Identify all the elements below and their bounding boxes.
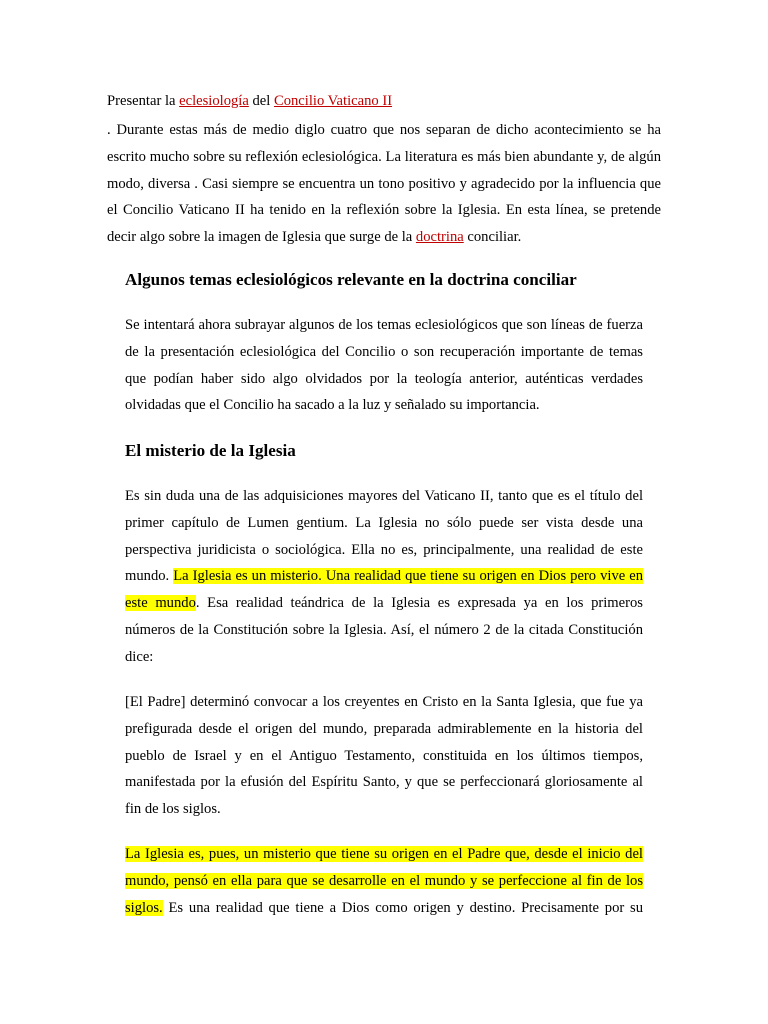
paragraph-misterio (125, 483, 643, 671)
highlight-misterio: La Iglesia es un misterio. Una realidad que tiene su origen en Dios pero vive en este mundo (125, 568, 643, 612)
misterio-text-after: . Esa realidad teándrica de la Iglesia es expresada ya en los primeros números de la Constitución sobre la Iglesia. Así, el número 2 de la citada Constitución dice: (125, 595, 643, 665)
highlight-conclusion: La Iglesia es, pues, un misterio que tiene su origen en el Padre que, desde el inicio del mundo, pensó en ella para que se desarrolle en el mundo y se perfeccione al fin de los siglos. (125, 846, 643, 916)
intro-paragraph (107, 117, 661, 251)
intro-body-end: conciliar. (463, 229, 522, 246)
intro-body-text: . Durante estas más de medio diglo cuatro que nos separan de dicho acontecimiento se ha escrito mucho sobre su reflexión eclesiológica. La literatura es más bien abundante y, de algún modo, diversa . Casi siempre se encuentra un tono positivo y agradecido por la influencia que el Concilio Vaticano II ha tenido en la reflexión sobre la Iglesia. En esta línea, se pretende decir algo sobre la imagen de Iglesia que surge de la (107, 122, 661, 246)
link-doctrina[interactable]: doctrina (415, 229, 464, 246)
misterio-text-before: Es sin duda una de las adquisiciones mayores del Vaticano II, tanto que es el título del primer capítulo de Lumen gentium. La Iglesia no sólo puede ser vista desde una perspectiva juridicista o sociológica. Ella no es, principalmente, una realidad de este mundo. (125, 488, 643, 585)
conclusion-text-after: Es una realidad que tiene a Dios como origen y destino. Precisamente por su (162, 899, 643, 916)
section-heading-temas: Algunos temas eclesiológicos relevante en la doctrina conciliar (125, 270, 577, 289)
quote-paragraph: [El Padre] determinó convocar a los creyentes en Cristo en la Santa Iglesia, que fue ya prefigurada desde el origen del mundo, preparada admirablemente en la historia del pueblo de Israel y en el Antiguo Testamento, constituida en los últimos tiempos, manifestada por la efusión del Espíritu Santo, y que se perfeccionará gloriosamente al fin de los siglos. (125, 694, 643, 818)
section-heading-misterio: El misterio de la Iglesia (125, 441, 296, 460)
intro-title-line (107, 91, 667, 111)
intro-prefix: Presentar la (107, 93, 180, 109)
paragraph-temas: Se intentará ahora subrayar algunos de los temas eclesiológicos que son líneas de fuerza de la presentación eclesiológica del Concilio o son recuperación importante de temas que podían haber sido algo olvidados por la teología anterior, auténticas verdades olvidadas que el Concilio ha sacado a la luz y señalado su importancia. (125, 317, 643, 414)
intro-middle: del (248, 93, 274, 109)
link-eclesiologia[interactable]: eclesiología (179, 93, 249, 109)
link-concilio-vaticano-ii[interactable]: Concilio Vaticano II (273, 93, 393, 109)
paragraph-conclusion (125, 841, 643, 921)
